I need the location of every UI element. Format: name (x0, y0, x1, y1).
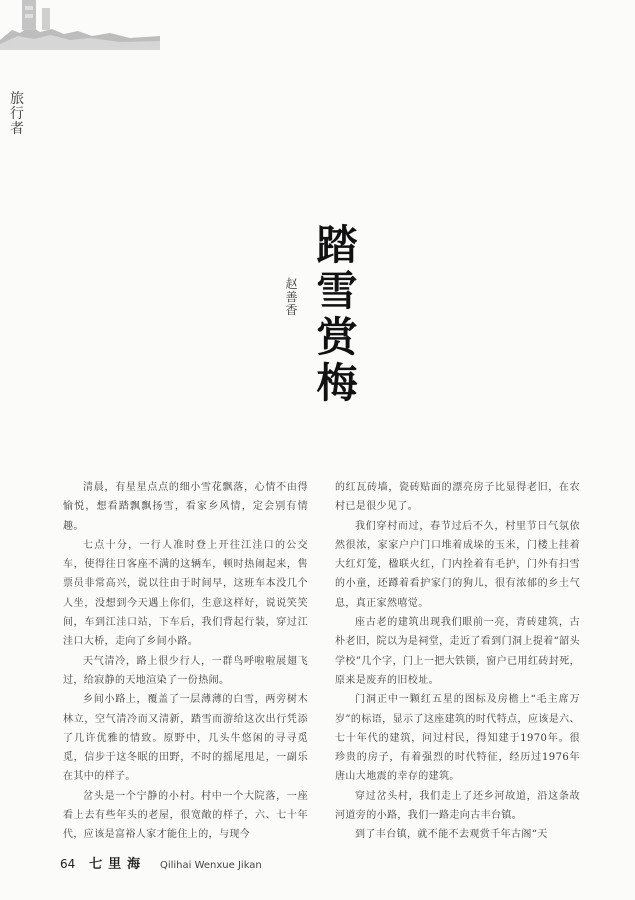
paragraph: 到了丰台镇，就不能不去观赏千年古阁“天 (355, 829, 548, 841)
header-decoration-image (0, 0, 160, 50)
paragraph: 乡间小路上，覆盖了一层薄薄的白雪，两旁树木林立，空气清冷而又清新，踏雪而游给这次出行凭添了几许优雅的情致。原野中，几头牛悠闲的寻寻觅觅，信步于这冬眠的田野，不时的摇尾甩足，一副乐在其中的样子。 (63, 694, 308, 783)
paragraph: 我们穿村而过，春节过后不久，村里节日气氛依然很浓，家家户户门口堆着成垛的玉米，门楼上挂着大红灯笼，楹联火红，门内拴着有毛护，门外有扫雪的小童，还蹲着看护家门的狗儿，很有浓郁的乡土气息，真正家然嘻觉。 (335, 520, 580, 609)
paragraph: 岔头是一个宁静的小村。村中一个大院落，一座看上去有些年头的老屋，很宽敞的样子，六、七十年代，应该是富裕人家才能住上的，与现今 (63, 790, 308, 841)
paragraph: 七点十分，一行人准时登上开往江洼口的公交车，使得往日客座不满的这辆车，顿时热闹起来，售票员非常高兴，说以往由于时间早，这班车本没几个人坐，没想到今天遇上你们，生意这样好，说说笑笑间，车到江洼口站，下车后，我们背起行装，穿过江洼口大桥，走向了乡间小路。 (63, 539, 308, 648)
paragraph: 清晨，有星星点点的细小雪花飘落，心情不由得愉悦，想看踏飘飘扬雪，看家乡风情，定会别有情趣。 (63, 482, 308, 532)
column-label: 旅行者 (10, 91, 24, 137)
paragraph: 座古老的建筑出现我们眼前一亮，青砖建筑，古朴老旧，院以为是祠堂，走近了看到门洞上提着“韶头学校”几个字，门上一把大铁锁，窗户已用红砖封死，原来是废弃的旧校址。 (335, 617, 580, 686)
paragraph: 穿过岔头村，我们走上了还乡河故道，沿这条故河道旁的小路，我们一路走向古丰台镇。 (335, 790, 580, 822)
paragraph: 天气清冷，路上很少行人，一群鸟呼啦啦展翅飞过，给寂静的天地渲染了一份热闹。 (63, 655, 308, 686)
magazine-name: 七里海 (89, 857, 147, 872)
article-title: 踏雪赏梅 (316, 221, 358, 407)
page-footer (60, 856, 262, 872)
article-column-right (335, 478, 580, 845)
article-column-left (63, 478, 308, 845)
paragraph: 的红瓦砖墙，瓷砖贴面的漂亮房子比显得老旧，在农村已是很少见了。 (335, 482, 580, 513)
author-name: 赵善香 (285, 277, 298, 317)
magazine-name-english: Qilihai Wenxue Jikan (159, 860, 262, 871)
page-number: 64 (60, 857, 76, 871)
paragraph: 门洞正中一颗红五星的图标及房檐上“毛主席万岁”的标语，显示了这座建筑的时代特点，应该是六、七十年代的建筑，问过村民，得知建于1970年。很珍贵的房子，有着强烈的时代特征，经历过1976年唐山大地震的幸存的建筑。 (335, 694, 580, 783)
